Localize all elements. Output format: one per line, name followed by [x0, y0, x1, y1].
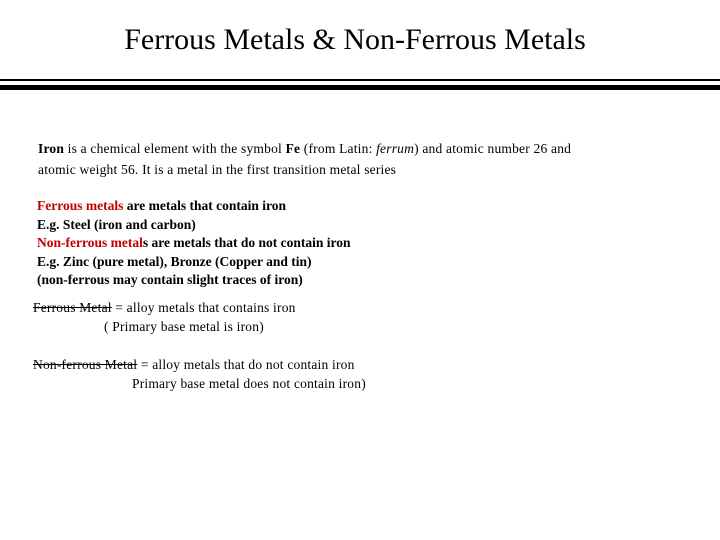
iron-intro-paragraph — [38, 138, 688, 180]
nonferrous-example: E.g. Zinc (pure metal), Bronze (Copper and tin) — [37, 253, 312, 269]
nonferrous-metal-def: = alloy metals that do not contain iron — [137, 357, 355, 372]
intro-text-1: is a chemical element with the symbol — [64, 141, 286, 156]
nonferrous-metal-term: Non-ferrous Metal — [33, 357, 138, 372]
nonferrous-def-text: s are metals that do not contain iron — [142, 235, 351, 251]
nonferrous-definition — [37, 234, 537, 253]
iron-symbol: Fe — [285, 141, 301, 156]
nonferrous-metal-sub: Primary base metal does not contain iron) — [132, 376, 366, 391]
nonferrous-metal-alloy-line — [33, 356, 355, 374]
latin-name: ferrum — [376, 141, 415, 156]
title-divider-thick — [0, 85, 720, 90]
title-divider-thin — [0, 79, 720, 81]
ferrous-definition — [37, 197, 537, 216]
ferrous-metal-term: Ferrous Metal — [33, 300, 112, 315]
ferrous-term: Ferrous metals — [37, 198, 124, 213]
intro-text-2: (from Latin: — [300, 141, 377, 156]
iron-term: Iron — [38, 141, 65, 156]
ferrous-example: E.g. Steel (iron and carbon) — [37, 216, 196, 232]
page-title: Ferrous Metals & Non-Ferrous Metals — [124, 23, 586, 56]
nonferrous-term: Non-ferrous metal — [37, 235, 143, 251]
intro-text-3: ) and atomic number 26 and — [414, 141, 572, 156]
definitions-block — [37, 197, 537, 290]
ferrous-metal-sub: ( Primary base metal is iron) — [104, 319, 264, 334]
ferrous-metal-alloy-line — [33, 299, 296, 317]
nonferrous-note: (non-ferrous may contain slight traces of iron) — [37, 272, 303, 288]
ferrous-metal-def: = alloy metals that contains iron — [111, 300, 296, 315]
ferrous-def-text: are metals that contain iron — [123, 198, 286, 213]
intro-text-line2: atomic weight 56. It is a metal in the first transition metal series — [38, 162, 397, 177]
